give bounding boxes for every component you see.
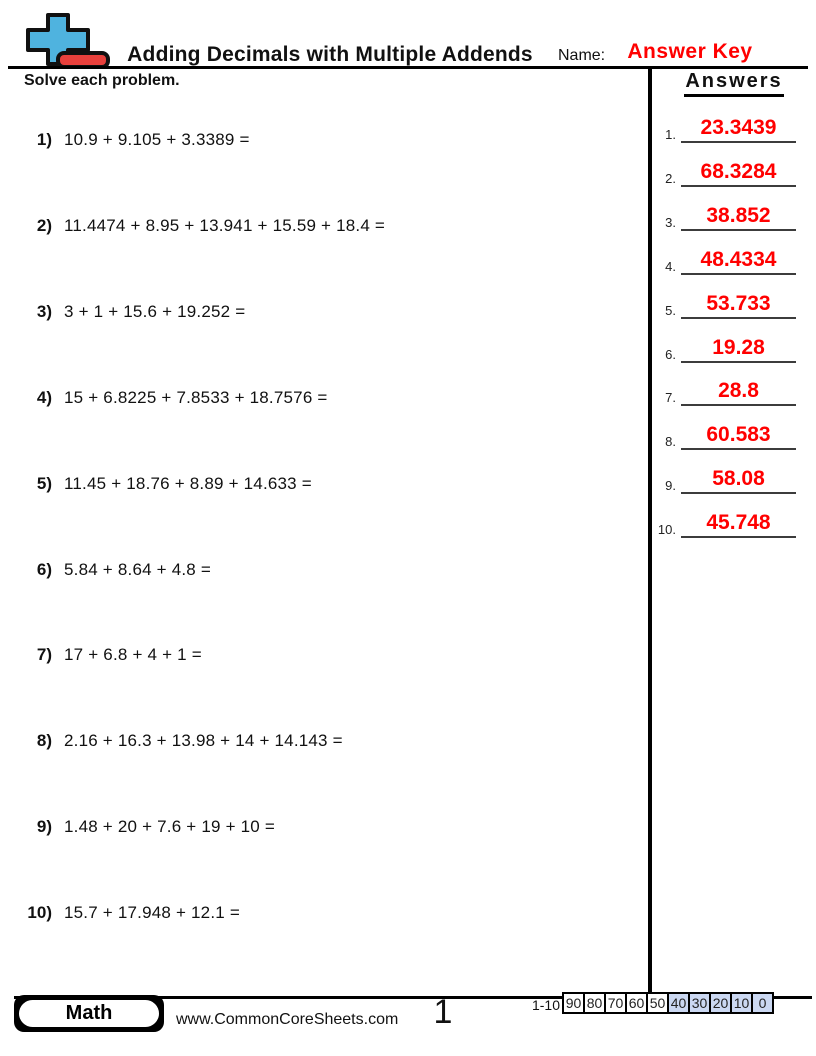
answer-row xyxy=(655,246,796,275)
problem-row xyxy=(24,216,385,236)
problem-row xyxy=(24,302,245,322)
answers-header xyxy=(656,70,812,97)
answer-number: 9. xyxy=(665,478,676,493)
subject-badge-label: Math xyxy=(19,1000,159,1027)
problem-text: 11.4474 + 8.95 + 13.941 + 15.59 + 18.4 = xyxy=(64,216,386,235)
problem-row xyxy=(24,388,328,408)
score-cell: 20 xyxy=(709,992,732,1014)
worksheet-title: Adding Decimals with Multiple Addends xyxy=(127,43,533,66)
answer-value: 60.583 xyxy=(681,423,796,450)
problem-number: 3) xyxy=(36,302,52,321)
problem-number: 4) xyxy=(36,388,52,407)
problem-text: 3 + 1 + 15.6 + 19.252 = xyxy=(64,302,246,321)
answer-value: 45.748 xyxy=(681,511,796,538)
problem-text: 1.48 + 20 + 7.6 + 19 + 10 = xyxy=(64,817,275,836)
answer-row xyxy=(655,202,796,231)
problem-number: 7) xyxy=(36,645,52,664)
score-cell: 30 xyxy=(688,992,711,1014)
score-cell: 40 xyxy=(667,992,690,1014)
score-table xyxy=(562,992,774,1014)
site-url: www.CommonCoreSheets.com xyxy=(176,1011,399,1028)
problem-text: 17 + 6.8 + 4 + 1 = xyxy=(64,645,202,664)
name-label: Name: xyxy=(558,47,606,64)
problem-number: 1) xyxy=(36,130,52,149)
answer-number: 5. xyxy=(665,303,676,318)
problem-text: 2.16 + 16.3 + 13.98 + 14 + 14.143 = xyxy=(64,731,343,750)
answer-row xyxy=(655,421,796,450)
score-cell: 0 xyxy=(751,992,774,1014)
page-number: 1 xyxy=(433,993,453,1031)
problem-number: 6) xyxy=(36,560,52,579)
problem-text: 15.7 + 17.948 + 12.1 = xyxy=(64,903,240,922)
score-range-label: 1-10 xyxy=(531,997,560,1013)
answer-number: 10. xyxy=(657,522,676,537)
answer-row xyxy=(655,509,796,538)
answer-value: 58.08 xyxy=(681,467,796,494)
score-cell: 90 xyxy=(562,992,585,1014)
problem-number: 9) xyxy=(36,817,52,836)
score-cell: 10 xyxy=(730,992,753,1014)
header-divider-line xyxy=(8,66,808,69)
answers-column-divider xyxy=(648,66,652,992)
answer-value: 38.852 xyxy=(681,204,796,231)
answer-number: 2. xyxy=(665,171,676,186)
problem-number: 5) xyxy=(36,474,52,493)
problem-row xyxy=(24,903,240,923)
problem-text: 15 + 6.8225 + 7.8533 + 18.7576 = xyxy=(64,388,328,407)
answer-number: 3. xyxy=(665,215,676,230)
answer-number: 6. xyxy=(665,347,676,362)
answer-number: 8. xyxy=(665,434,676,449)
problem-text: 10.9 + 9.105 + 3.3389 = xyxy=(64,130,250,149)
problem-text: 11.45 + 18.76 + 8.89 + 14.633 = xyxy=(64,474,312,493)
problem-text: 5.84 + 8.64 + 4.8 = xyxy=(64,560,212,579)
score-cell: 50 xyxy=(646,992,669,1014)
answer-value: 68.3284 xyxy=(681,160,796,187)
answer-number: 4. xyxy=(665,259,676,274)
answer-row xyxy=(655,465,796,494)
problem-row xyxy=(24,474,312,494)
answer-row xyxy=(655,158,796,187)
answer-number: 1. xyxy=(665,127,676,142)
answer-value: 19.28 xyxy=(681,336,796,363)
answer-row xyxy=(655,334,796,363)
plus-minus-logo-icon xyxy=(24,12,112,70)
score-cell: 60 xyxy=(625,992,648,1014)
problem-row xyxy=(24,130,250,150)
answer-row xyxy=(655,377,796,406)
problem-row xyxy=(24,731,343,751)
name-value-answer-key: Answer Key xyxy=(627,40,753,63)
problem-number: 10) xyxy=(27,903,52,922)
subject-badge xyxy=(14,995,164,1032)
problem-row xyxy=(24,817,275,837)
instructions-text: Solve each problem. xyxy=(24,72,180,89)
answer-row xyxy=(655,114,796,143)
problem-row xyxy=(24,560,211,580)
problem-row xyxy=(24,645,202,665)
answer-value: 48.4334 xyxy=(681,248,796,275)
answer-number: 7. xyxy=(665,390,676,405)
problem-number: 2) xyxy=(36,216,52,235)
score-cell: 70 xyxy=(604,992,627,1014)
answer-value: 53.733 xyxy=(681,292,796,319)
answer-value: 28.8 xyxy=(681,379,796,406)
answer-row xyxy=(655,290,796,319)
score-cell: 80 xyxy=(583,992,606,1014)
problem-number: 8) xyxy=(36,731,52,750)
answers-header-label: Answers xyxy=(684,70,783,97)
answer-value: 23.3439 xyxy=(681,116,796,143)
